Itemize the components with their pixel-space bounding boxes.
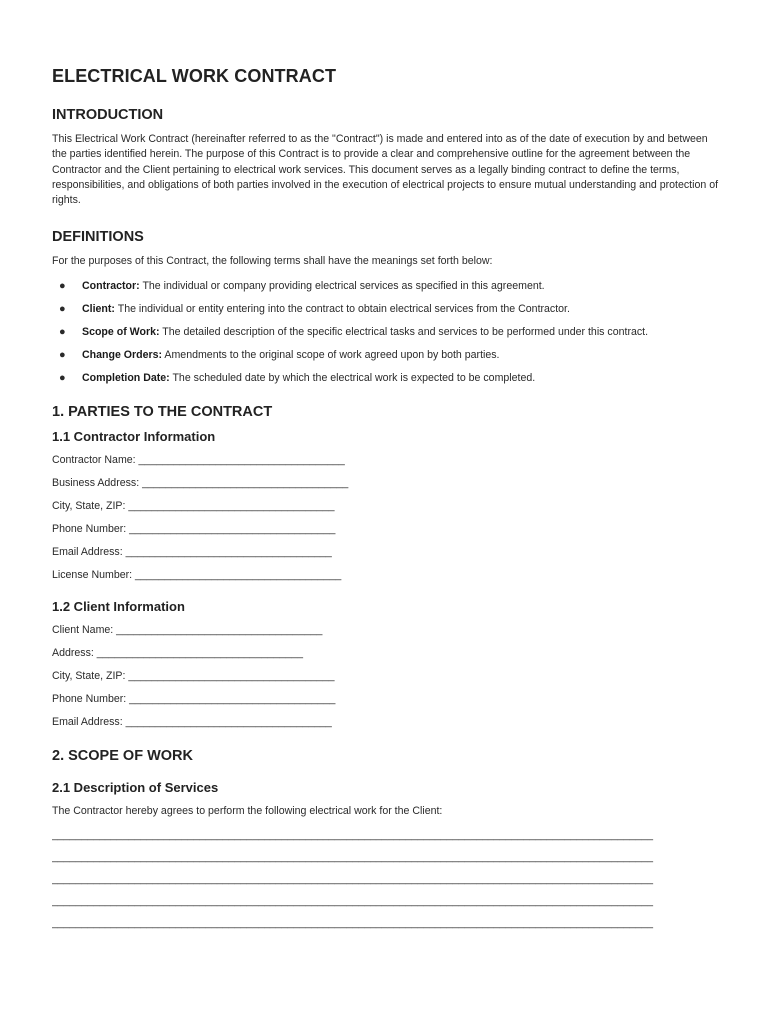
client-city-state-zip-field[interactable]: City, State, ZIP: ___________________________________: [52, 669, 335, 682]
bullet-icon: ●: [59, 348, 66, 361]
services-line[interactable]: ______________________________________________________________________________________________________: [52, 851, 653, 864]
services-line[interactable]: ______________________________________________________________________________________________________: [52, 829, 653, 842]
services-lines: [52, 828, 720, 930]
contractor-city-state-zip-field[interactable]: City, State, ZIP: ___________________________________: [52, 499, 335, 512]
contractor-info-heading: 1.1 Contractor Information: [52, 428, 216, 444]
contractor-fields: [52, 453, 720, 582]
services-lead: The Contractor hereby agrees to perform the following electrical work for the Client:: [52, 804, 443, 817]
definition-item-contractor: ● Contractor: The individual or company providing electrical services as specified in this agreement.: [59, 279, 545, 292]
contractor-name-field[interactable]: Contractor Name: ___________________________________: [52, 453, 345, 466]
definition-item-client: ● Client: The individual or entity entering into the contract to obtain electrical services from the Contractor.: [59, 302, 570, 315]
definitions-list: [52, 279, 720, 386]
definition-item-scope-of-work: ● Scope of Work: The detailed description of the specific electrical tasks and services to be performed under this contract.: [59, 325, 649, 338]
contractor-phone-field[interactable]: Phone Number: ___________________________________: [52, 522, 336, 535]
services-line[interactable]: ______________________________________________________________________________________________________: [52, 895, 653, 908]
document-page: [52, 66, 720, 938]
definitions-lead: For the purposes of this Contract, the following terms shall have the meanings set forth below:: [52, 255, 493, 268]
bullet-icon: ●: [59, 325, 66, 338]
parties-heading: 1. PARTIES TO THE CONTRACT: [52, 403, 273, 420]
definitions-heading: DEFINITIONS: [52, 229, 144, 246]
client-email-field[interactable]: Email Address: ___________________________________: [52, 715, 332, 728]
bullet-icon: ●: [59, 302, 66, 315]
client-fields: [52, 623, 720, 729]
definition-item-completion-date: ● Completion Date: The scheduled date by which the electrical work is expected to be completed.: [59, 371, 536, 384]
introduction-heading: INTRODUCTION: [52, 107, 164, 123]
bullet-icon: ●: [59, 371, 66, 384]
services-line[interactable]: ______________________________________________________________________________________________________: [52, 873, 653, 886]
business-address-field[interactable]: Business Address: ___________________________________: [52, 476, 349, 489]
client-address-field[interactable]: Address: ___________________________________: [52, 646, 303, 659]
document-title: ELECTRICAL WORK CONTRACT: [52, 66, 337, 86]
contractor-email-field[interactable]: Email Address: ___________________________________: [52, 545, 332, 558]
client-phone-field[interactable]: Phone Number: ___________________________________: [52, 692, 336, 705]
client-info-heading: 1.2 Client Information: [52, 598, 185, 614]
license-number-field[interactable]: License Number: ___________________________________: [52, 568, 342, 581]
definition-item-change-orders: ● Change Orders: Amendments to the original scope of work agreed upon by both parties.: [59, 348, 500, 361]
bullet-icon: ●: [59, 279, 66, 292]
scope-heading: 2. SCOPE OF WORK: [52, 747, 193, 764]
services-line[interactable]: ______________________________________________________________________________________________________: [52, 917, 653, 930]
client-name-field[interactable]: Client Name: ___________________________________: [52, 623, 323, 636]
introduction-text: This Electrical Work Contract (hereinafter referred to as the "Contract") is made and entered into as of the date of execution by and between the parties identified herein. The purpose of this Contract is to provide a clear and comprehensive outline for the agreement between the Contractor and the Client pertaining to electrical work services. This document serves as a legally binding contract to define the terms, responsibilities, and obligations of both parties involved in the execution of electrical projects to ensure mutual understanding and protection of rights.: [52, 133, 719, 207]
description-of-services-heading: 2.1 Description of Services: [52, 779, 219, 795]
